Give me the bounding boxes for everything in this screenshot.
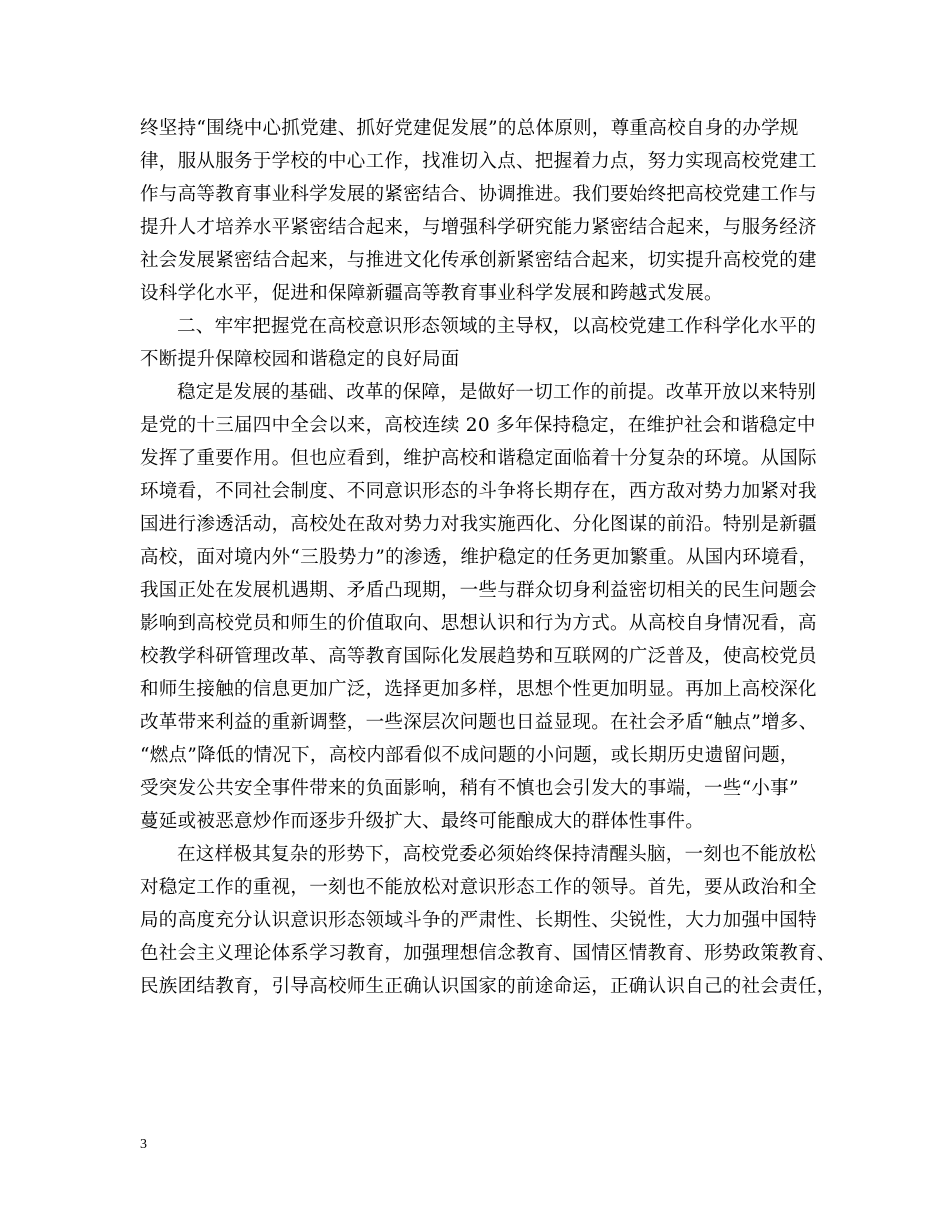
text-line: 环境看，不同社会制度、不同意识形态的斗争将长期存在，西方敌对势力加紧对我: [140, 481, 817, 502]
section-heading: 二、牢牢把握党在高校意识形态领域的主导权，以高校党建工作科学化水平的: [177, 316, 817, 337]
text-line: 发挥了重要作用。但也应看到，维护高校和谐稳定面临着十分复杂的环境。从国际: [140, 448, 817, 469]
text-line: 是党的十三届四中全会以来，高校连续 20 多年保持稳定，在维护社会和谐稳定中: [140, 415, 816, 436]
text-line: 律，服从服务于学校的中心工作，找准切入点、把握着力点，努力实现高校党建工: [140, 151, 817, 172]
text-line: 影响到高校党员和师生的价值取向、思想认识和行为方式。从高校自身情况看，高: [140, 613, 817, 634]
section-heading: 不断提升保障校园和谐稳定的良好局面: [140, 349, 460, 370]
text-line: 社会发展紧密结合起来，与推进文化传承创新紧密结合起来，切实提升高校党的建: [140, 250, 817, 271]
text-line: 提升人才培养水平紧密结合起来，与增强科学研究能力紧密结合起来，与服务经济: [140, 217, 817, 238]
text-line: 和师生接触的信息更加广泛，选择更加多样，思想个性更加明显。再加上高校深化: [140, 679, 817, 700]
text-line: 改革带来利益的重新调整，一些深层次问题也日益显现。在社会矛盾“触点”增多、: [140, 712, 818, 733]
text-line: 终坚持“围绕中心抓党建、抓好党建促发展”的总体原则，尊重高校自身的办学规: [140, 118, 799, 139]
text-line: 蔓延或被恶意炒作而逐步升级扩大、最终可能酿成大的群体性事件。: [140, 811, 705, 832]
page-number: 3: [140, 1137, 147, 1152]
text-line: 色社会主义理论体系学习教育，加强理想信念教育、国情区情教育、形势政策教育、: [140, 943, 836, 964]
text-line: “燃点”降低的情况下，高校内部看似不成问题的小问题，或长期历史遗留问题，: [140, 745, 799, 766]
text-line: 对稳定工作的重视，一刻也不能放松对意识形态工作的领导。首先，要从政治和全: [140, 877, 817, 898]
text-line: 局的高度充分认识意识形态领域斗争的严肃性、长期性、尖锐性，大力加强中国特: [140, 910, 817, 931]
text-line: 我国正处在发展机遇期、矛盾凸现期，一些与群众切身利益密切相关的民生问题会: [140, 580, 817, 601]
text-line: 校教学科研管理改革、高等教育国际化发展趋势和互联网的广泛普及，使高校党员: [140, 646, 817, 667]
text-line: 民族团结教育，引导高校师生正确认识国家的前途命运，正确认识自己的社会责任，: [140, 976, 836, 997]
text-line: 在这样极其复杂的形势下，高校党委必须始终保持清醒头脑，一刻也不能放松: [177, 844, 817, 865]
text-line: 受突发公共安全事件带来的负面影响，稍有不慎也会引发大的事端，一些“小事”: [140, 778, 799, 799]
text-line: 稳定是发展的基础、改革的保障，是做好一切工作的前提。改革开放以来特别: [177, 382, 817, 403]
text-line: 作与高等教育事业科学发展的紧密结合、协调推进。我们要始终把高校党建工作与: [140, 184, 817, 205]
text-line: 高校，面对境内外“三股势力”的渗透，维护稳定的任务更加繁重。从国内环境看，: [140, 547, 818, 568]
text-line: 设科学化水平，促进和保障新疆高等教育事业科学发展和跨越式发展。: [140, 283, 723, 304]
text-line: 国进行渗透活动，高校处在敌对势力对我实施西化、分化图谋的前沿。特别是新疆: [140, 514, 817, 535]
